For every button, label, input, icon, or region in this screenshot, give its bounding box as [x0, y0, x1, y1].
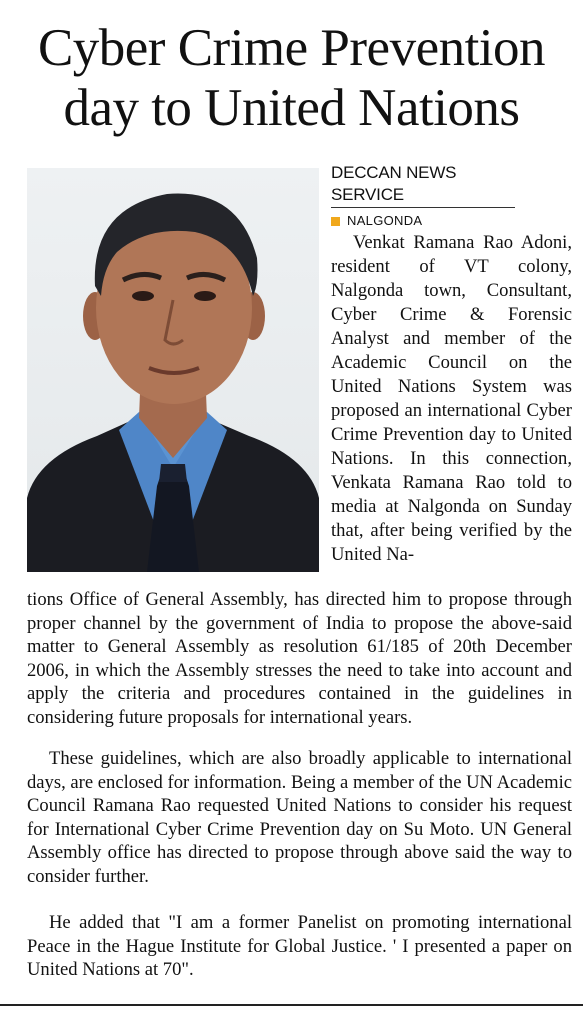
headline-line-1: Cyber Crime Prevention: [37, 19, 546, 77]
portrait-illustration: [27, 168, 319, 572]
dateline: [331, 213, 515, 229]
bottom-divider: [0, 1004, 583, 1006]
article-paragraph-1-continued: tions Office of General Assembly, has directed him to propose through proper channel by the government of India to propose the above-said matter to General Assembly as resolution 61/185 of 20th December 2006, in which the Assembly stresses the need to take into account and apply the criteria and procedures contained in the guidelines in considering future proposals for international years.: [27, 589, 572, 728]
dateline-location: NALGONDA: [347, 213, 423, 228]
article-paragraph-3: He added that "I am a former Panelist on promoting international Peace in the Hague Institute for Global Justice. ' I presented a paper on United Nations at 70".: [27, 912, 572, 981]
square-bullet-icon: [331, 217, 340, 226]
portrait-photo: [27, 168, 319, 572]
byline: [331, 162, 515, 229]
article-paragraph-2: These guidelines, which are also broadly applicable to international days, are enclosed for information. Being a member of the UN Academic Council Ramana Rao requested United Nations to consider his request for International Cyber Crime Prevention day on Su Moto. UN General Assembly office has directed to propose through above said the way to consider further.: [27, 748, 572, 887]
headline-line-2: day to United Nations: [63, 79, 520, 137]
news-agency: DECCAN NEWS SERVICE: [331, 162, 515, 208]
article-paragraph-1-column: Venkat Ramana Rao Adoni, resident of VT colony, Nalgonda town, Consultant, Cyber Crime & Forensic Analyst and member of the Academic Council on the United Nations System was proposed an international Cyber Crime Prevention day to United Nations. In this connection, Venkata Ramana Rao told to media at Nalgonda on Sunday that, after being verified by the United Na-: [331, 232, 572, 565]
headline: [0, 18, 583, 138]
